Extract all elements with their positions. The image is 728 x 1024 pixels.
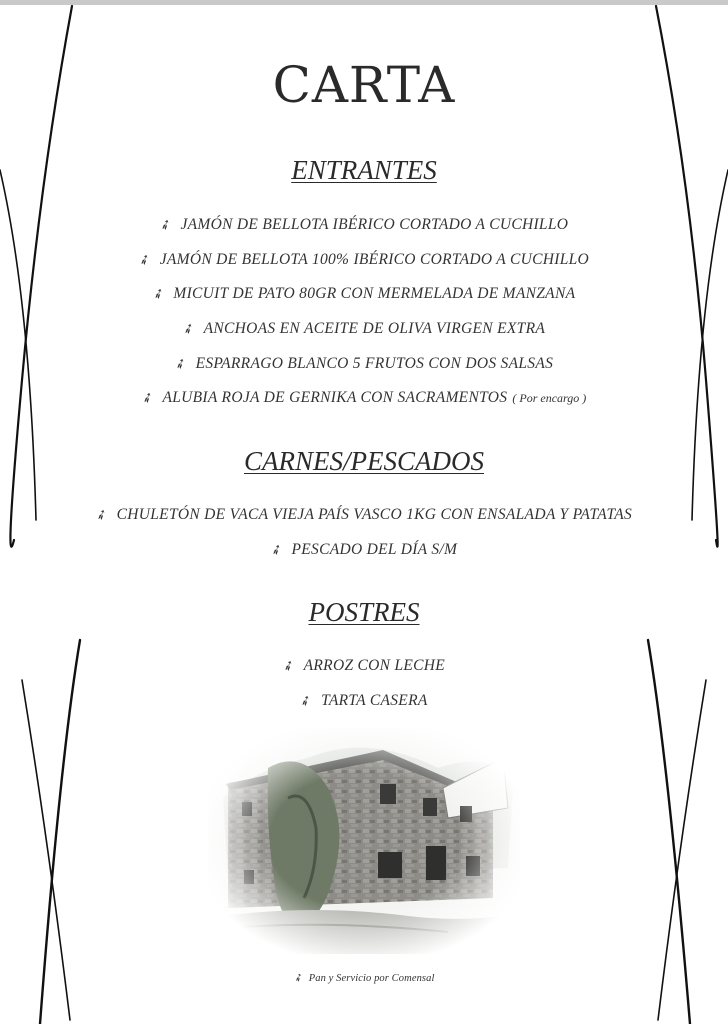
menu-item: ➶ ESPARRAGO BLANCO 5 FRUTOS CON DOS SALSAS — [0, 346, 728, 381]
postres-list — [0, 648, 728, 717]
swallow-icon: ➶ — [267, 539, 286, 560]
entrantes-list — [0, 207, 728, 415]
menu-item: ➶ ALUBIA ROJA DE GERNIKA CON SACRAMENTOS ( Por encargo ) — [0, 380, 728, 415]
menu-item: ➶ JAMÓN DE BELLOTA IBÉRICO CORTADO A CUCHILLO — [0, 207, 728, 242]
stone-house-photo — [208, 728, 520, 954]
menu-item: ➶ ANCHOAS EN ACEITE DE OLIVA VIRGEN EXTRA — [0, 311, 728, 346]
swallow-icon: ➶ — [171, 354, 190, 374]
menu-item: ➶ TARTA CASERA — [0, 683, 728, 718]
footer-note — [0, 966, 728, 985]
section-title-carnes-pescados: CARNES/PESCADOS — [244, 446, 484, 476]
swallow-icon: ➶ — [135, 249, 154, 270]
swallow-icon: ➶ — [179, 319, 198, 339]
footer-text: Pan y Servicio por Comensal — [308, 973, 435, 984]
section-title-postres: POSTRES — [308, 597, 420, 627]
menu-title: CARTA — [272, 56, 456, 114]
menu-item: ➶ PESCADO DEL DÍA S/M — [0, 532, 728, 567]
section-title-entrantes: ENTRANTES — [291, 155, 437, 185]
swallow-icon: ➶ — [92, 505, 111, 525]
menu-item: ➶ ARROZ CON LECHE — [0, 648, 728, 683]
swallow-icon: ➶ — [149, 284, 168, 305]
swallow-icon: ➶ — [138, 388, 157, 409]
menu-item: ➶ JAMÓN DE BELLOTA 100% IBÉRICO CORTADO A CUCHILLO — [0, 242, 728, 277]
swallow-icon: ➶ — [291, 969, 306, 986]
item-note: ( Por encargo ) — [512, 391, 587, 406]
carnes-pescados-list — [0, 497, 728, 566]
swallow-icon: ➶ — [297, 690, 315, 711]
menu-item: ➶ CHULETÓN DE VACA VIEJA PAÍS VASCO 1KG CON ENSALADA Y PATATAS — [0, 497, 728, 532]
menu-item: ➶ MICUIT DE PATO 80GR CON MERMELADA DE MANZANA — [0, 276, 728, 311]
swallow-icon: ➶ — [156, 215, 175, 235]
swallow-icon: ➶ — [279, 656, 298, 676]
